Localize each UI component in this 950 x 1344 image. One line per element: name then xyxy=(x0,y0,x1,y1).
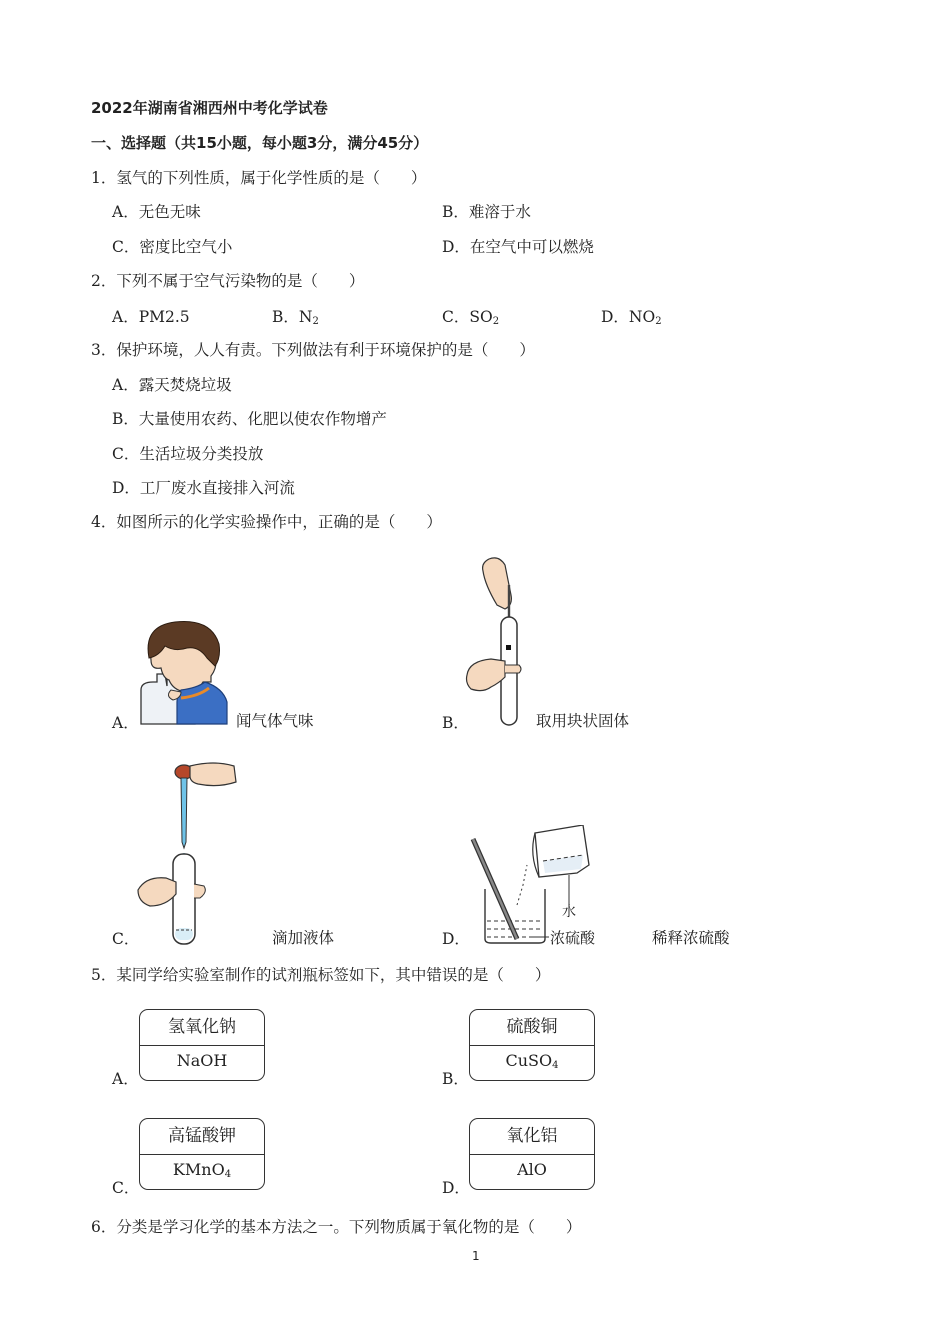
drop-liquid-figure xyxy=(136,758,240,948)
question-3-option-d: D．工厂废水直接排入河流 xyxy=(112,479,295,497)
reagent-name: 硫酸铜 xyxy=(470,1010,594,1046)
smell-gas-figure xyxy=(137,618,229,728)
reagent-formula xyxy=(140,1155,264,1189)
question-1-option-a: A．无色无味 xyxy=(112,203,201,221)
reagent-name: 高锰酸钾 xyxy=(140,1119,264,1155)
reagent-name: 氧化铝 xyxy=(470,1119,594,1155)
option-b-text: B．N xyxy=(272,308,313,326)
reagent-formula: NaOH xyxy=(176,1051,228,1070)
question-1-option-d: D．在空气中可以燃烧 xyxy=(442,238,594,256)
subscript: 2 xyxy=(655,316,662,327)
reagent-name: 氢氧化钠 xyxy=(140,1010,264,1046)
question-5-stem: 5．某同学给实验室制作的试剂瓶标签如下，其中错误的是（ ） xyxy=(91,966,551,984)
water-label: 水 xyxy=(562,904,576,920)
question-2-option-c xyxy=(442,307,499,327)
figure-d-letter: D． xyxy=(442,930,470,948)
label-d-letter: D． xyxy=(442,1179,470,1197)
formula-text: KMnO xyxy=(172,1160,225,1179)
reagent-label-a xyxy=(139,1009,265,1081)
subscript: 2 xyxy=(312,316,319,327)
label-a-letter: A． xyxy=(112,1070,139,1088)
reagent-label-d xyxy=(469,1118,595,1190)
reagent-label-b xyxy=(469,1009,595,1081)
label-b-letter: B． xyxy=(442,1070,469,1088)
formula-text: CuSO xyxy=(505,1051,553,1070)
question-2-stem: 2．下列不属于空气污染物的是（ ） xyxy=(91,272,365,290)
question-1-option-b: B．难溶于水 xyxy=(442,203,531,221)
figure-c-letter: C． xyxy=(112,930,140,948)
figure-c-caption: 滴加液体 xyxy=(272,929,335,947)
question-3-option-c: C．生活垃圾分类投放 xyxy=(112,445,264,463)
dilute-acid-figure xyxy=(465,825,600,945)
label-c-letter: C． xyxy=(112,1179,140,1197)
figure-a-letter: A． xyxy=(112,714,139,732)
subscript: 2 xyxy=(492,316,500,327)
option-c-text: C．SO xyxy=(442,308,493,326)
acid-label: 浓硫酸 xyxy=(550,929,596,947)
option-d-text: D．NO xyxy=(601,308,656,326)
take-solid-figure xyxy=(465,555,535,730)
question-2-option-d xyxy=(601,307,662,327)
subscript: 4 xyxy=(552,1060,559,1071)
section-heading: 一、选择题（共15小题，每小题3分，满分45分） xyxy=(91,134,429,152)
reagent-formula: AlO xyxy=(517,1160,547,1179)
question-3-stem: 3．保护环境，人人有责。下列做法有利于环境保护的是（ ） xyxy=(91,341,535,359)
figure-b-letter: B． xyxy=(442,714,469,732)
page-number: 1 xyxy=(472,1249,480,1263)
subscript: 4 xyxy=(224,1169,232,1180)
question-3-option-b: B．大量使用农药、化肥以使农作物增产 xyxy=(112,410,387,428)
question-3-option-a: A．露天焚烧垃圾 xyxy=(112,376,232,394)
figure-a-caption: 闻气体气味 xyxy=(236,712,314,730)
reagent-formula xyxy=(470,1046,594,1080)
figure-b-caption: 取用块状固体 xyxy=(536,712,630,730)
question-1-option-c: C．密度比空气小 xyxy=(112,238,233,256)
page-title: 2022年湖南省湘西州中考化学试卷 xyxy=(91,99,328,117)
reagent-label-c xyxy=(139,1118,265,1190)
question-6-stem: 6．分类是学习化学的基本方法之一。下列物质属于氧化物的是（ ） xyxy=(91,1218,582,1236)
question-4-stem: 4．如图所示的化学实验操作中，正确的是（ ） xyxy=(91,513,442,531)
figure-d-caption: 稀释浓硫酸 xyxy=(652,929,730,947)
question-1-stem: 1．氢气的下列性质，属于化学性质的是（ ） xyxy=(91,169,427,187)
question-2-option-b xyxy=(272,307,319,327)
question-2-option-a: A．PM2.5 xyxy=(112,308,190,326)
